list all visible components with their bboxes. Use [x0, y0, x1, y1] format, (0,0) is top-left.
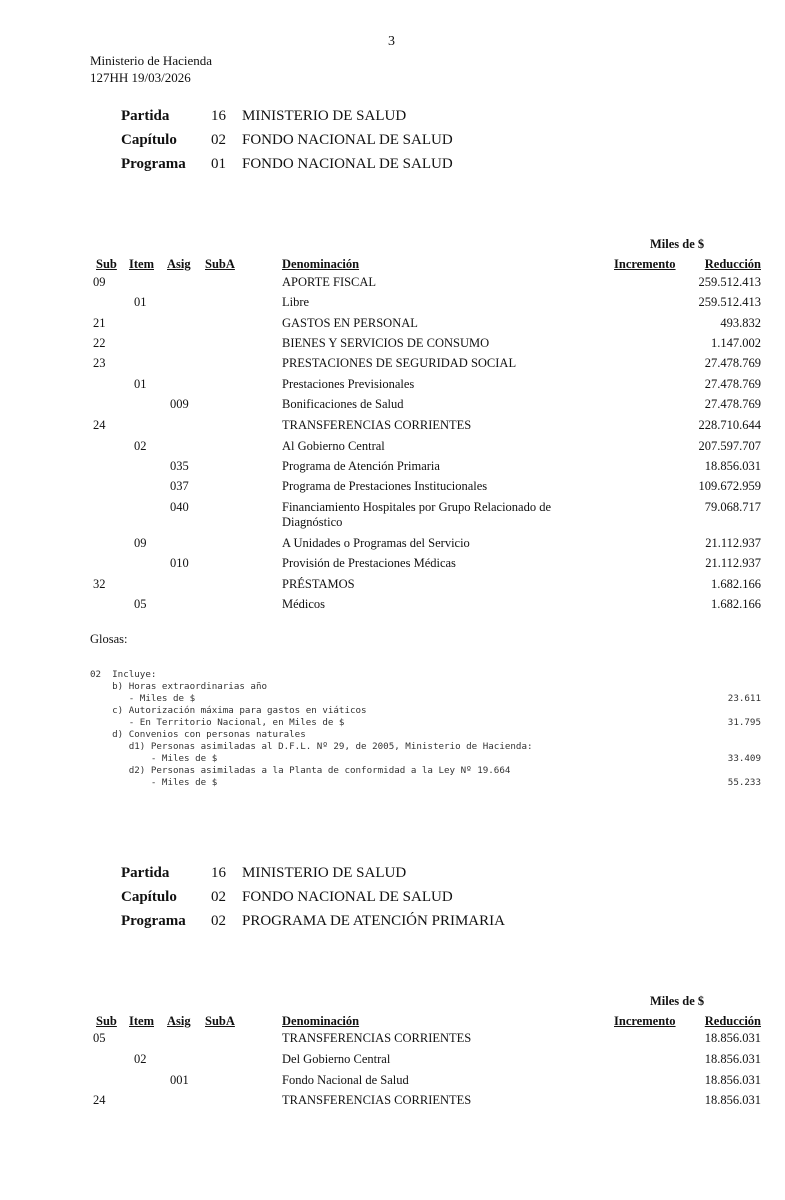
col-item: Item: [129, 1014, 154, 1028]
row-denominacion: Programa de Atención Primaria: [282, 459, 440, 473]
row-sub: 32: [93, 577, 106, 591]
col-sub: Sub: [96, 257, 117, 271]
page-number: 3: [388, 34, 395, 49]
row-denominacion: Médicos: [282, 597, 326, 611]
row-reduccion: 259.512.413: [698, 295, 761, 309]
row-sub: 09: [93, 275, 106, 289]
programa-row: [121, 909, 505, 933]
partida-code: 16: [211, 108, 226, 124]
capitulo-label: Capítulo: [121, 889, 177, 905]
row-sub: 24: [93, 418, 106, 432]
row-denominacion: Al Gobierno Central: [282, 439, 385, 453]
glosa-value: 23.611: [727, 693, 761, 704]
programa-name: PROGRAMA DE ATENCIÓN PRIMARIA: [242, 913, 505, 929]
row-denominacion: BIENES Y SERVICIOS DE CONSUMO: [282, 336, 490, 350]
ministry-ref: 127HH 19/03/2026: [90, 70, 191, 85]
glosa-text: d2) Personas asimiladas a la Planta de conformidad a la Ley Nº 19.664: [90, 765, 511, 776]
capitulo-row: [121, 128, 453, 152]
row-denominacion: Prestaciones Previsionales: [282, 377, 415, 391]
glosa-text: - En Territorio Nacional, en Miles de $: [90, 717, 345, 728]
programa-code: 02: [211, 913, 226, 929]
col-suba: SubA: [205, 257, 235, 271]
row-denominacion: Libre: [282, 295, 310, 309]
row-item: 05: [134, 597, 147, 611]
col-reduccion: Reducción: [704, 1014, 761, 1028]
glosa-text: 02 Incluye:: [90, 669, 157, 680]
row-reduccion: 1.682.166: [711, 597, 761, 611]
glosa-value: 31.795: [727, 717, 761, 728]
row-asig: 009: [170, 397, 189, 411]
col-asig: Asig: [167, 1014, 191, 1028]
col-reduccion: Reducción: [704, 257, 761, 271]
row-reduccion: 18.856.031: [704, 1031, 761, 1045]
capitulo-name: FONDO NACIONAL DE SALUD: [242, 132, 453, 148]
row-reduccion: 27.478.769: [704, 397, 761, 411]
row-item: 02: [134, 1052, 147, 1066]
col-suba: SubA: [205, 1014, 235, 1028]
row-denominacion: TRANSFERENCIAS CORRIENTES: [282, 1093, 472, 1107]
glosa-line: [90, 693, 761, 705]
partida-row: [121, 861, 505, 885]
row-denominacion: TRANSFERENCIAS CORRIENTES: [282, 418, 472, 432]
row-sub: 22: [93, 336, 106, 350]
programa-code: 01: [211, 156, 226, 172]
partida-name: MINISTERIO DE SALUD: [242, 865, 407, 881]
row-asig: 010: [170, 556, 189, 570]
row-reduccion: 18.856.031: [704, 1073, 761, 1087]
row-denominacion: Fondo Nacional de Salud: [282, 1073, 409, 1087]
partida-label: Partida: [121, 865, 170, 881]
row-sub: 24: [93, 1093, 106, 1107]
capitulo-code: 02: [211, 889, 226, 905]
row-reduccion: 18.856.031: [704, 1093, 761, 1107]
row-reduccion: 228.710.644: [698, 418, 761, 432]
partida-code: 16: [211, 865, 226, 881]
section1-header: [121, 104, 453, 176]
row-sub: 23: [93, 356, 106, 370]
row-asig: 035: [170, 459, 189, 473]
row-denominacion: A Unidades o Programas del Servicio: [282, 536, 470, 550]
row-reduccion: 21.112.937: [705, 556, 761, 570]
glosas-title: Glosas:: [90, 632, 128, 646]
row-reduccion: 1.682.166: [711, 577, 761, 591]
row-sub: 05: [93, 1031, 106, 1045]
glosa-text: d) Convenios con personas naturales: [90, 729, 306, 740]
budget-table-1: [90, 237, 761, 617]
miles-header: Miles de $: [650, 994, 705, 1008]
glosa-value: 55.233: [727, 777, 761, 788]
glosa-value: 33.409: [727, 753, 761, 764]
row-denominacion: Bonificaciones de Salud: [282, 397, 404, 411]
row-denominacion: Financiamiento Hospitales por Grupo Relacionado de Diagnóstico: [282, 500, 552, 529]
row-asig: 037: [170, 479, 189, 493]
section2-header: [121, 861, 505, 933]
glosa-text: - Miles de $: [90, 777, 218, 788]
row-denominacion: Programa de Prestaciones Institucionales: [282, 479, 488, 493]
row-reduccion: 259.512.413: [698, 275, 761, 289]
programa-label: Programa: [121, 156, 186, 172]
glosa-text: c) Autorización máxima para gastos en viáticos: [90, 705, 367, 716]
col-item: Item: [129, 257, 154, 271]
row-denominacion: TRANSFERENCIAS CORRIENTES: [282, 1031, 472, 1045]
row-reduccion: 18.856.031: [704, 459, 761, 473]
glosa-line: [90, 717, 761, 729]
capitulo-code: 02: [211, 132, 226, 148]
glosa-line: [90, 777, 761, 789]
budget-table-2: [90, 994, 761, 1114]
row-reduccion: 27.478.769: [704, 377, 761, 391]
glosa-line: [90, 669, 761, 681]
col-denominacion: Denominación: [282, 1014, 360, 1028]
ministry-name: Ministerio de Hacienda: [90, 53, 213, 68]
glosa-line: [90, 729, 761, 741]
miles-header: Miles de $: [650, 237, 705, 251]
row-reduccion: 21.112.937: [705, 536, 761, 550]
programa-name: FONDO NACIONAL DE SALUD: [242, 156, 453, 172]
row-item: 02: [134, 439, 147, 453]
programa-row: [121, 152, 453, 176]
row-denominacion: Del Gobierno Central: [282, 1052, 391, 1066]
glosa-line: [90, 741, 761, 753]
partida-row: [121, 104, 453, 128]
glosa-text: - Miles de $: [90, 693, 196, 704]
row-reduccion: 27.478.769: [704, 356, 761, 370]
row-asig: 040: [170, 500, 189, 514]
partida-label: Partida: [121, 108, 170, 124]
programa-label: Programa: [121, 913, 186, 929]
glosa-line: [90, 681, 761, 693]
glosa-text: b) Horas extraordinarias año: [90, 681, 268, 692]
col-incremento: Incremento: [614, 257, 676, 271]
glosa-line: [90, 753, 761, 765]
glosa-line: [90, 705, 761, 717]
col-denominacion: Denominación: [282, 257, 360, 271]
glosa-line: [90, 765, 761, 777]
col-sub: Sub: [96, 1014, 117, 1028]
partida-name: MINISTERIO DE SALUD: [242, 108, 407, 124]
row-item: 01: [134, 377, 147, 391]
row-denominacion: APORTE FISCAL: [282, 275, 377, 289]
row-denominacion: Provisión de Prestaciones Médicas: [282, 556, 456, 570]
row-asig: 001: [170, 1073, 189, 1087]
glosa-text: d1) Personas asimiladas al D.F.L. Nº 29, de 2005, Ministerio de Hacienda:: [90, 741, 533, 752]
row-denominacion: GASTOS EN PERSONAL: [282, 316, 418, 330]
row-reduccion: 109.672.959: [698, 479, 761, 493]
row-denominacion: PRESTACIONES DE SEGURIDAD SOCIAL: [282, 356, 517, 370]
capitulo-row: [121, 885, 505, 909]
row-reduccion: 493.832: [720, 316, 761, 330]
row-reduccion: 18.856.031: [704, 1052, 761, 1066]
capitulo-name: FONDO NACIONAL DE SALUD: [242, 889, 453, 905]
row-reduccion: 1.147.002: [711, 336, 761, 350]
row-reduccion: 207.597.707: [698, 439, 761, 453]
col-asig: Asig: [167, 257, 191, 271]
glosas-block: [90, 669, 761, 791]
row-item: 09: [134, 536, 147, 550]
glosa-text: - Miles de $: [90, 753, 218, 764]
col-incremento: Incremento: [614, 1014, 676, 1028]
capitulo-label: Capítulo: [121, 132, 177, 148]
row-sub: 21: [93, 316, 106, 330]
row-denominacion: PRÉSTAMOS: [282, 577, 355, 591]
row-item: 01: [134, 295, 147, 309]
row-reduccion: 79.068.717: [704, 500, 761, 514]
